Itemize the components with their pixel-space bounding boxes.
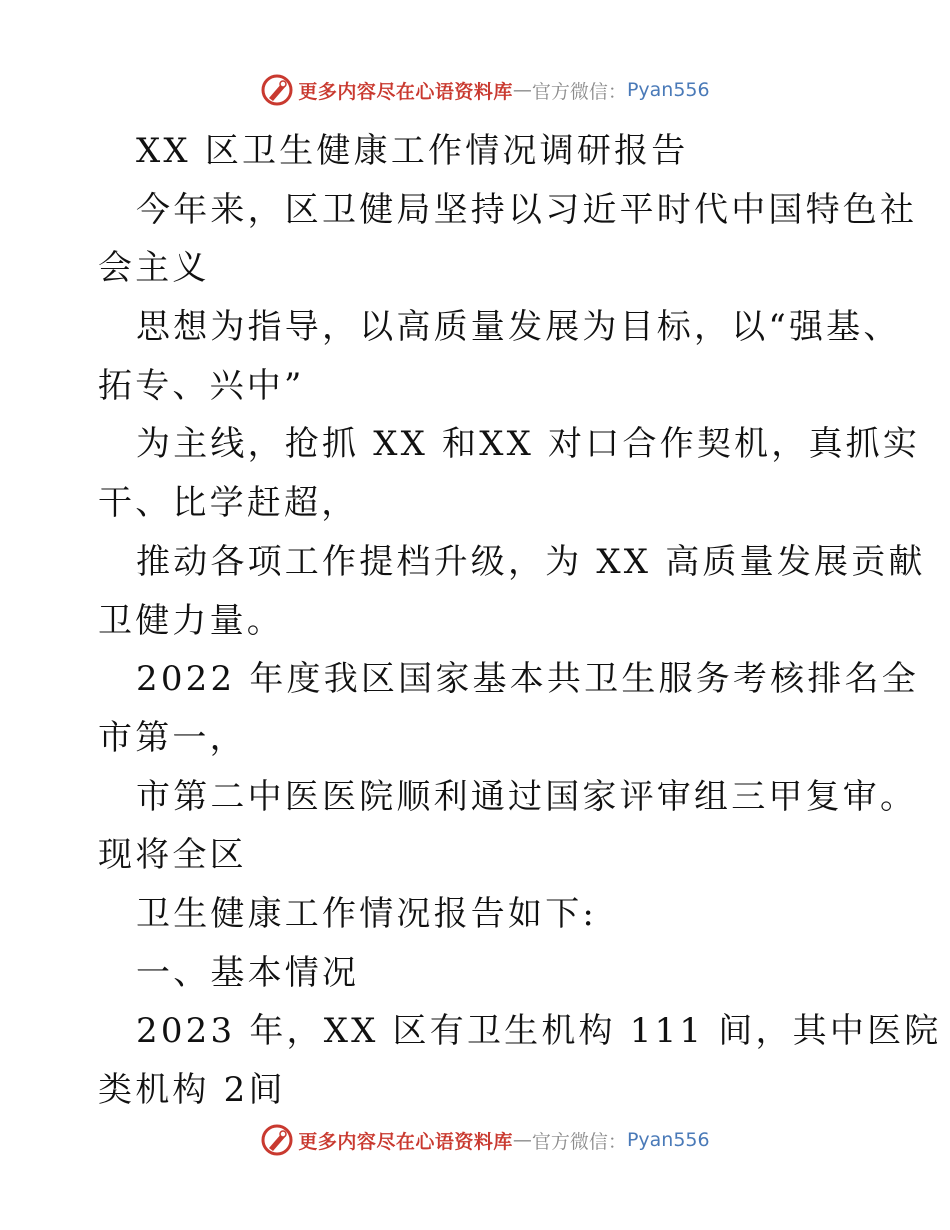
watermark-brand-text: 更多内容尽在心语资料库 [298, 1130, 513, 1153]
watermark-brand-text: 更多内容尽在心语资料库 [298, 80, 513, 103]
watermark-contact: Pyan556 [626, 79, 710, 101]
text-line: 市第二中医医院顺利通过国家评审组三甲复审。 [136, 776, 918, 817]
text-line: 类机构 2间 [98, 1070, 286, 1110]
watermark-separator: — [512, 1129, 532, 1151]
text-line: 思想为指导，以高质量发展为目标，以“强基、 [136, 307, 901, 348]
watermark-banner-top [0, 70, 950, 110]
watermark-contact: Pyan556 [626, 1129, 710, 1151]
text-line: 卫健力量。 [98, 600, 284, 641]
text-line: 市第一， [98, 717, 247, 758]
pen-logo-icon [260, 73, 294, 107]
pen-logo-icon [260, 1123, 294, 1157]
text-line: 2023 年，XX 区有卫生机构 111 间，其中医院 [136, 1011, 942, 1052]
text-line: 卫生健康工作情况报告如下: [136, 893, 598, 934]
text-line: 2022 年度我区国家基本共卫生服务考核排名全 [136, 659, 919, 700]
text-line: 会主义 [98, 248, 210, 289]
watermark-suffix-text: 官方微信： [531, 80, 627, 103]
watermark-banner-bottom [0, 1120, 950, 1160]
text-line: 为主线，抢抓 XX 和XX 对口合作契机，真抓实 [136, 424, 921, 465]
text-line: 一、基本情况 [136, 952, 360, 993]
text-line: 推动各项工作提档升级，为 XX 高质量发展贡献 [136, 541, 926, 582]
document-title: XX 区卫生健康工作情况调研报告 [136, 131, 689, 171]
text-line: 今年来，区卫健局坚持以习近平时代中国特色社 [136, 189, 918, 230]
document-body [98, 122, 942, 1120]
text-line: 拓专、兴中” [98, 365, 305, 406]
watermark-suffix-text: 官方微信： [531, 1130, 627, 1153]
text-line: 现将全区 [98, 835, 247, 876]
text-line: 干、比学赶超， [98, 483, 359, 524]
watermark-separator: — [512, 79, 532, 101]
